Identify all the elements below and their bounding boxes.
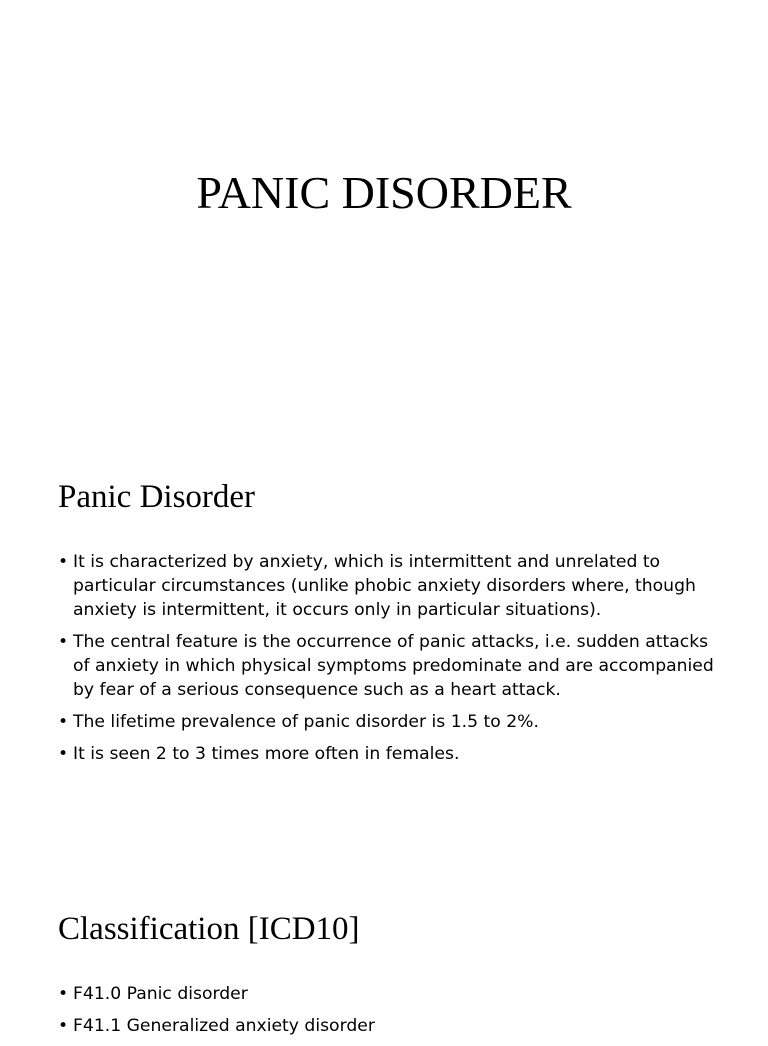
list-item [58, 982, 718, 1006]
list-item-text: The lifetime prevalence of panic disorder is 1.5 to 2%. [73, 712, 539, 732]
classification-slide [0, 864, 768, 1036]
list-item-text: F41.0 Panic disorder [73, 984, 248, 1004]
list-item [58, 550, 718, 622]
list-item [58, 710, 718, 734]
slide-heading: Classification [ICD10] [58, 911, 360, 947]
list-item-text: F41.1 Generalized anxiety disorder [73, 1016, 375, 1036]
bullet-icon: • [58, 984, 69, 1004]
list-item-text: It is characterized by anxiety, which is intermittent and unrelated to particular circumstances (unlike phobic anxiety disorders where, though anxiety is intermittent, it occurs only in particular situations). [73, 552, 696, 620]
bullet-icon: • [58, 744, 69, 764]
bullet-icon: • [58, 552, 69, 572]
panic-disorder-slide [0, 432, 768, 864]
bullet-list [58, 550, 718, 774]
bullet-list [58, 982, 718, 1046]
list-item-text: It is seen 2 to 3 times more often in females. [73, 744, 460, 764]
list-item [58, 630, 718, 702]
bullet-icon: • [58, 1016, 69, 1036]
list-item-text: The central feature is the occurrence of panic attacks, i.e. sudden attacks of anxiety in which physical symptoms predominate and are accompanied by fear of a serious consequence such as a heart attack. [73, 632, 714, 700]
bullet-icon: • [58, 632, 69, 652]
bullet-icon: • [58, 712, 69, 732]
title-slide [0, 0, 768, 432]
list-item [58, 742, 718, 766]
slide-heading: Panic Disorder [58, 479, 256, 515]
list-item [58, 1014, 718, 1038]
slide-title: PANIC DISORDER [196, 167, 572, 218]
